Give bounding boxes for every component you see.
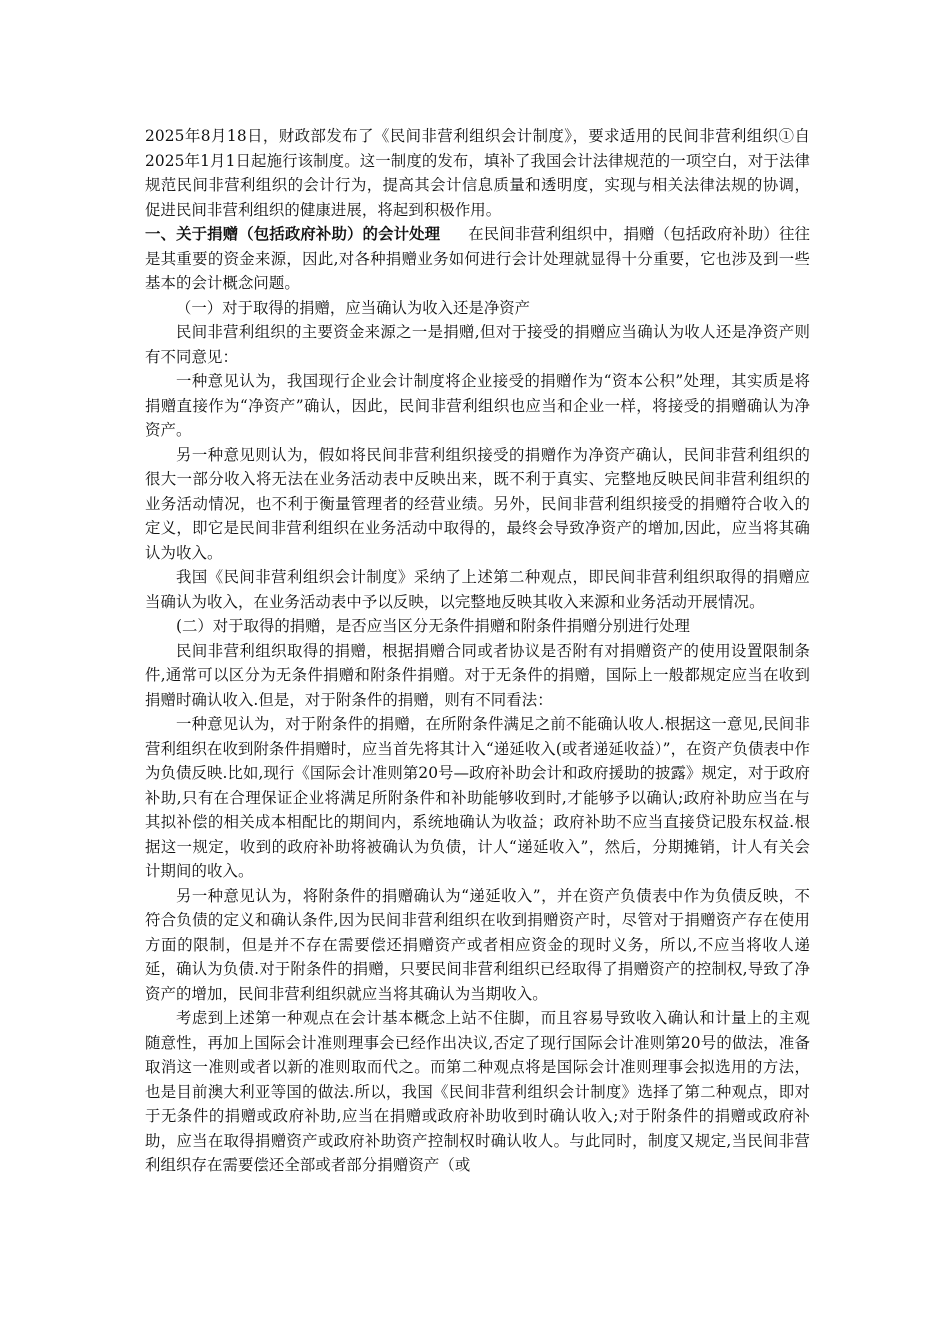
body-paragraph-2: 一种意见认为，我国现行企业会计制度将企业接受的捐赠作为“资本公积”处理，其实质是将捐赠直接作为“净资产”确认，因此，民间非营利组织也应当和企业一样，将接受的捐赠确认为净资产。: [145, 372, 810, 439]
body-paragraph-4: 我国《民间非营利组织会计制度》采纳了上述第二种观点，即民间非营利组织取得的捐赠应当确认为收入，在业务活动表中予以反映，以完整地反映其收入来源和业务活动开展情况。: [145, 568, 810, 611]
body-paragraph-7: 另一种意见认为，将附条件的捐赠确认为“递延收入”，并在资产负债表中作为负债反映，不符合负债的定义和确认条件,因为民间非营利组织在收到捐赠资产时，尽管对于捐赠资产存在使用方面的限制，但是并不存在需要偿还捐赠资产或者相应资金的现时义务，所以,不应当将收人递延，确认为负债.对于附条件的捐赠，只要民间非营利组织已经取得了捐赠资产的控制权,导致了净资产的增加，民间非营利组织就应当将其确认为当期收入。: [145, 886, 810, 1003]
section-one-heading: 一、关于捐赠（包括政府补助）的会计处理: [145, 225, 441, 243]
body-paragraph-5: 民间非营利组织取得的捐赠，根据捐赠合同或者协议是否附有对捐赠资产的使用设置限制条件,通常可以区分为无条件捐赠和附条件捐赠。对于无条件的捐赠，国际上一般都规定应当在收到捐赠时确认收入.但是，对于附条件的捐赠，则有不同看法：: [145, 641, 810, 709]
section-one-body: 在民间非营利组织中，捐赠（包括政府补助）往往是其重要的资金来源，因此,对各种捐赠业务如何进行会计处理就显得十分重要，它也涉及到一些基本的会计概念问题。: [145, 225, 810, 292]
intro-paragraph: 2025年8月18日，财政部发布了《民间非营利组织会计制度》，要求适用的民间非营利组织①自2025年1月1日起施行该制度。这一制度的发布，填补了我国会计法律规范的一项空白，对于法律规范民间非营利组织的会计行为，提高其会计信息质量和透明度，实现与相关法律法规的协调，促进民间非营利组织的健康进展，将起到积极作用。: [145, 127, 810, 219]
subsection-one-heading: （一）对于取得的捐赠，应当确认为收入还是净资产: [176, 298, 530, 317]
document-page: [145, 124, 810, 1178]
body-paragraph-3: 另一种意见则认为，假如将民间非营利组织接受的捐赠作为净资产确认，民间非营利组织的很大一部分收入将无法在业务活动表中反映出来，既不利于真实、完整地反映民间非营利组织的业务活动情况，也不利于衡量管理者的经营业绩。另外，民间非营利组织接受的捐赠符合收入的定义，即它是民间非营利组织在业务活动中取得的，最终会导致净资产的增加,因此，应当将其确认为收入。: [145, 445, 810, 562]
subsection-two-heading: (二）对于取得的捐赠，是否应当区分无条件捐赠和附条件捐赠分别进行处理: [176, 617, 690, 635]
section-one: [145, 222, 810, 296]
body-paragraph-6: 一种意见认为，对于附条件的捐赠，在所附条件满足之前不能确认收人.根据这一意见,民间非营利组织在收到附条件捐赠时，应当首先将其计入“递延收入(或者递延收益）”，在资产负债表中作为负债反映.比如,现行《国际会计准则第20号—政府补助会计和政府援助的披露》规定，对于政府补助,只有在合理保证企业将满足所附条件和补助能够收到时,才能够予以确认;政府补助应当在与其拟补偿的相关成本相配比的期间内，系统地确认为收益；政府补助不应当直接贷记股东权益.根据这一规定，收到的政府补助将被确认为负债，计人“递延收入”，然后，分期摊销，计人有关会计期间的收入。: [145, 715, 810, 880]
body-paragraph-8: 考虑到上述第一种观点在会计基本概念上站不住脚，而且容易导致收入确认和计量上的主观随意性，再加上国际会计准则理事会已经作出决议,否定了现行国际会计准则第20号的做法，准备取消这一准则或者以新的准则取而代之。而第二种观点将是国际会计准则理事会拟选用的方法，也是目前澳大利亚等国的做法.所以，我国《民间非营利组织会计制度》选择了第二种观点，即对于无条件的捐赠或政府补助,应当在捐赠或政府补助收到时确认收入;对于附条件的捐赠或政府补助，应当在取得捐赠资产或政府补助资产控制权时确认收人。与此同时，制度又规定,当民间非营利组织存在需要偿还全部或者部分捐赠资产（或: [145, 1009, 810, 1174]
body-paragraph-1: 民间非营利组织的主要资金来源之一是捐赠,但对于接受的捐赠应当确认为收人还是净资产则有不同意见：: [145, 323, 810, 366]
